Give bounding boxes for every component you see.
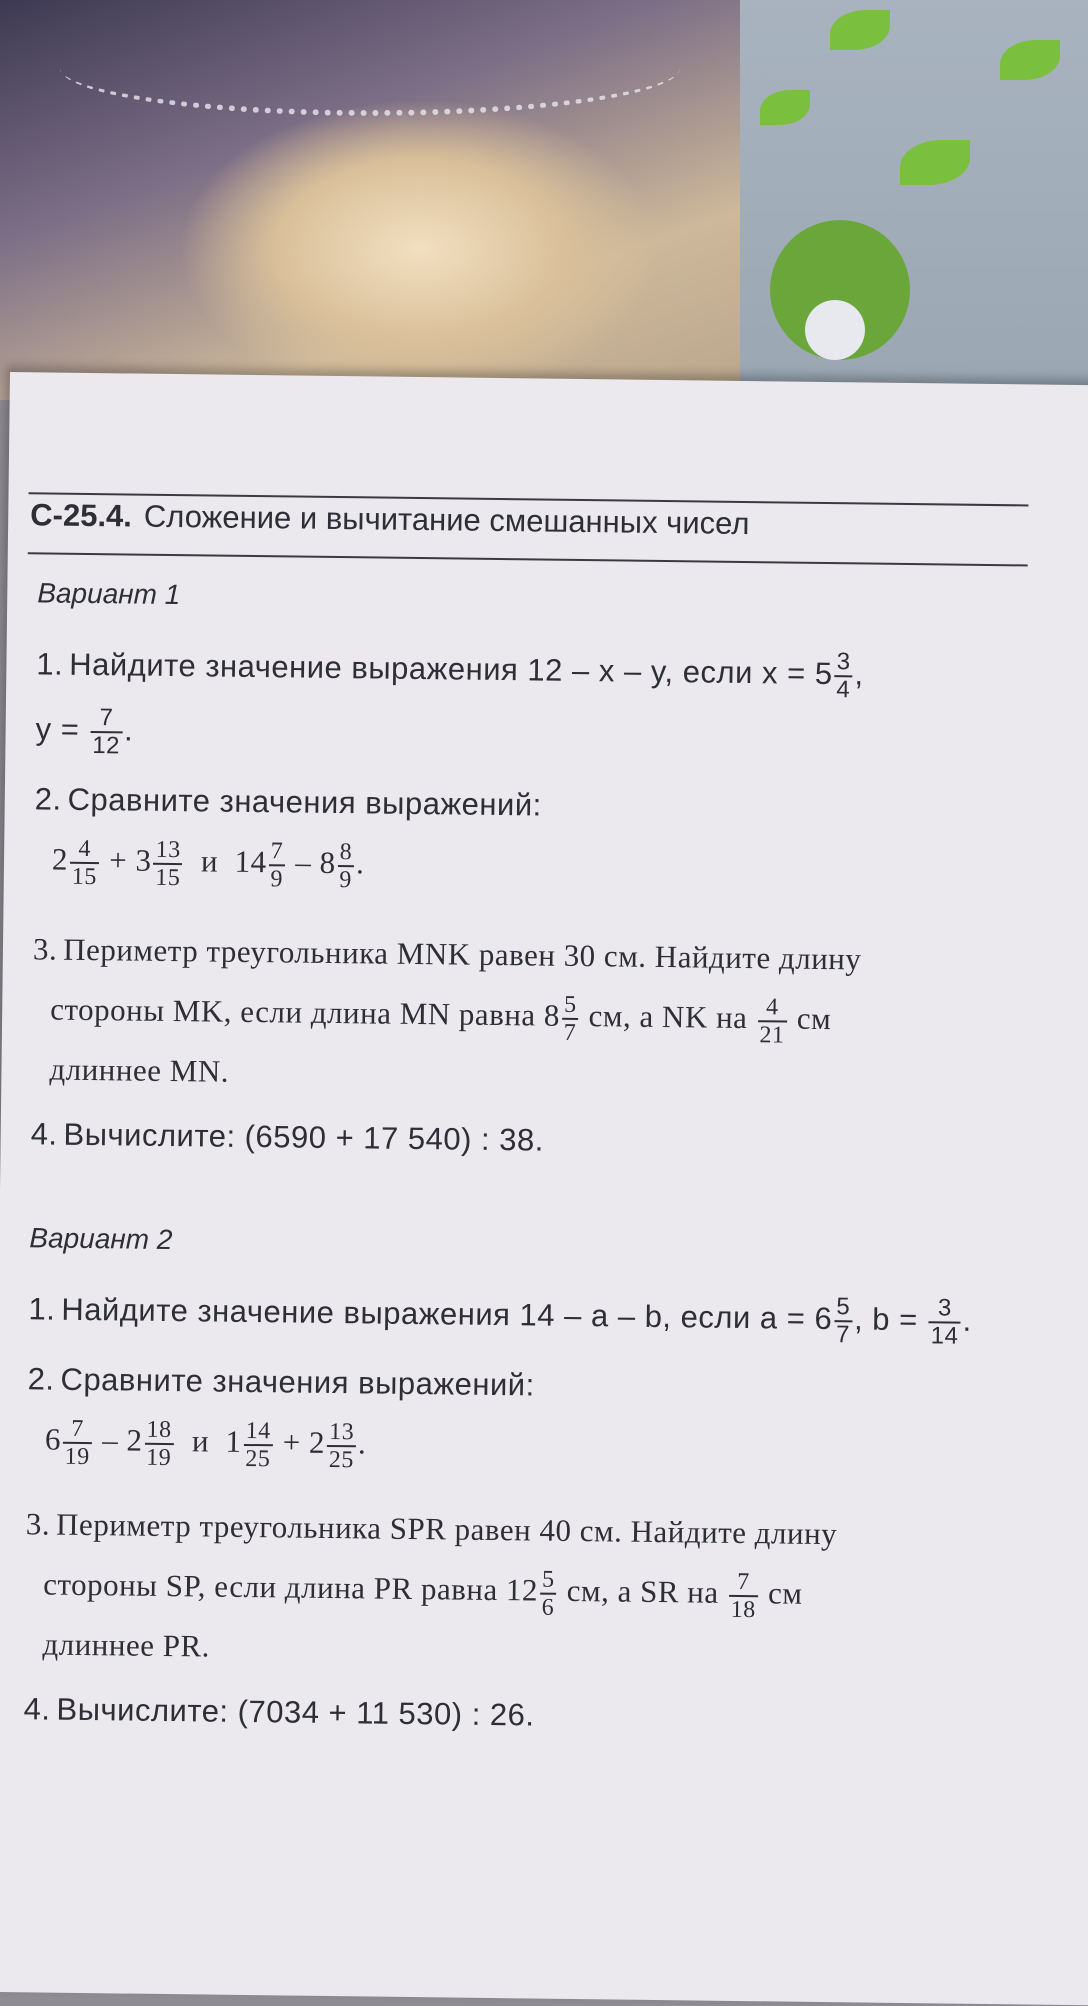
v1-task-2: 2. Сравните значения выражений: [34,781,542,823]
v2-task-3-line2: стороны SP, если длина PR равна 12 $\frac{5}{6}$ см, а SR на $\frac{7}{18}$ см [42,1566,803,1624]
v2-task-1: 1. Найдите значение выражения 14 – a – b, если a = 6 $\frac{5}{7}$ , b = $\frac{3}{14}$ . [28,1291,972,1350]
v2-task-2: 2. Сравните значения выражений: [27,1361,535,1403]
v2-task-4: 4. Вычислите: (7034 + 11 530) : 26. [23,1691,535,1733]
section-heading: Сложение и вычитание смешанных чисел [143,498,750,542]
owl-eye-decoration [805,300,865,360]
variant-1-label: Вариант 1 [37,577,181,611]
v2-task-2-expressions: 6 $\frac{7}{19}$ – 2 $\frac{18}{19}$ и 1 $\frac{14}{25}$ + 2 $\frac{13}{25}$ . [44,1415,367,1474]
v1-task-4: 4. Вычислите: (6590 + 17 540) : 38. [30,1116,545,1158]
v1-task-1: 1. Найдите значение выражения 12 – x – y, если x = 5 $\frac{3}{4}$ , [36,646,864,704]
v1-task-1-cont: y = $\frac{7}{12}$ . [35,703,134,760]
tiara-decoration [60,20,680,116]
v1-task-2-expressions: 2 $\frac{4}{15}$ + 3 $\frac{13}{15}$ и 14 $\frac{7}{9}$ – 8 $\frac{8}{9}$ . [51,835,365,894]
v1-task-3-line3: длиннее MN. [49,1051,230,1089]
textbook-page [0,372,1088,2006]
v2-task-3-line3: длиннее PR. [42,1626,211,1664]
v1-task-3: 3. Периметр треугольника MNK равен 30 см. Найдите длину [32,931,862,977]
section-title [30,497,1031,557]
v2-task-3: 3. Периметр треугольника SPR равен 40 см. Найдите длину [25,1506,838,1552]
section-number: С-25.4. [30,497,133,534]
v1-task-3-line2: стороны MK, если длина MN равна 8 $\frac{5}{7}$ см, а NK на $\frac{4}{21}$ см [50,991,832,1049]
variant-2-label: Вариант 2 [29,1222,173,1256]
